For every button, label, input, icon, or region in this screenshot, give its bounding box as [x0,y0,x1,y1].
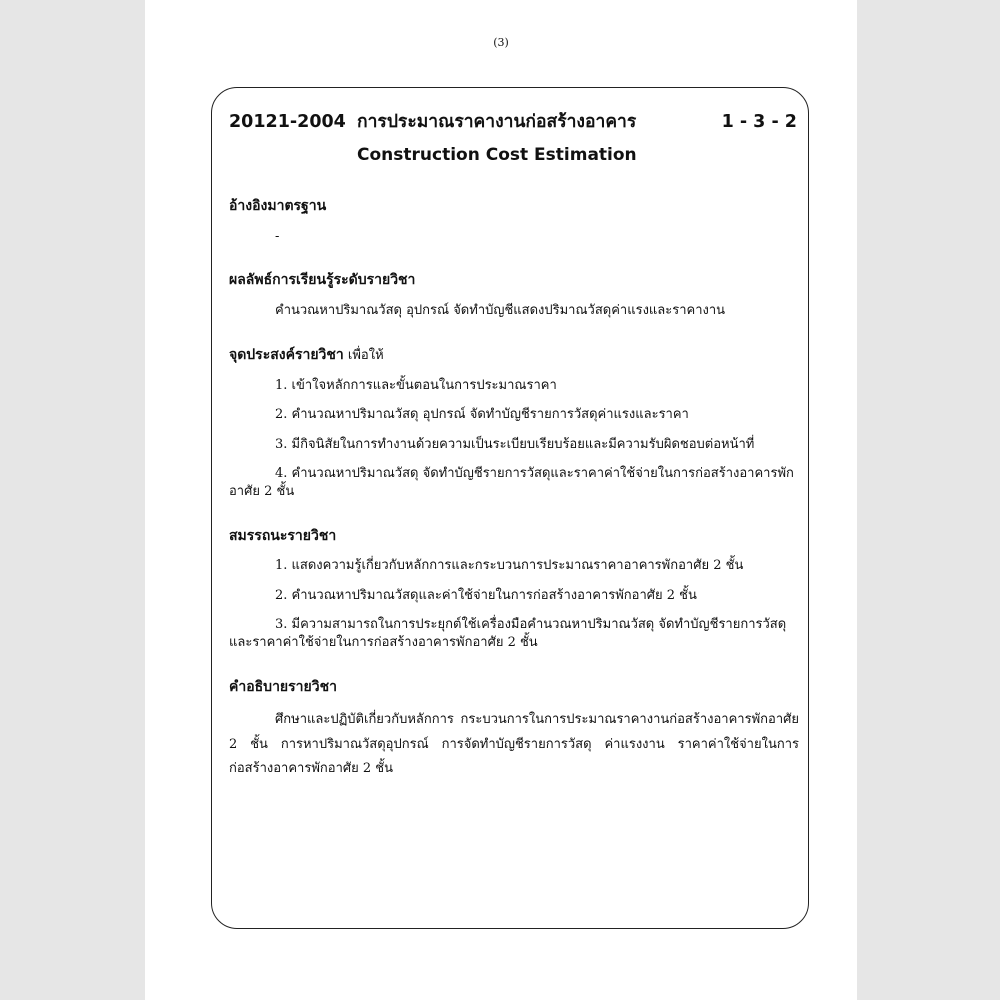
objectives-heading-text: จุดประสงค์รายวิชา [229,346,344,363]
competencies-section [229,527,799,652]
course-content [229,111,799,781]
reference-body: - [275,228,280,244]
outcome-body: คำนวณหาปริมาณวัสดุ อุปกรณ์ จัดทำบัญชีแสดงปริมาณวัสดุค่าแรงและราคางาน [275,303,726,319]
reference-section [229,197,799,245]
page-number: (3) [493,36,509,49]
objective-item: 4. คำนวณหาปริมาณวัสดุ จัดทำบัญชีรายการวัสดุและราคาค่าใช้จ่ายในการก่อสร้างอาคารพักอาศัย 2 ชั้น [229,466,794,499]
description-body: ศึกษาและปฏิบัติเกี่ยวกับหลักการ กระบวนการในการประมาณราคางานก่อสร้างอาคารพักอาศัย 2 ชั้น การหาปริมาณวัสดุอุปกรณ์ การจัดทำบัญชีรายการวัสดุ ค่าแรงงาน ราคาค่าใช้จ่ายในการก่อสร้างอาคารพักอาศัย 2 ชั้น [229,712,799,776]
objective-item: 1. เข้าใจหลักการและขั้นตอนในการประมาณราคา [275,377,557,393]
section-heading-description: คำอธิบายรายวิชา [229,678,337,695]
objectives-heading-suffix: เพื่อให้ [343,347,384,363]
objective-item: 3. มีกิจนิสัยในการทำงานด้วยความเป็นระเบียบเรียบร้อยและมีความรับผิดชอบต่อหน้าที่ [275,436,755,452]
competency-item: 2. คำนวณหาปริมาณวัสดุและค่าใช้จ่ายในการก่อสร้างอาคารพักอาศัย 2 ชั้น [275,587,697,603]
objective-item: 2. คำนวณหาปริมาณวัสดุ อุปกรณ์ จัดทำบัญชีรายการวัสดุค่าแรงและราคา [275,407,689,423]
course-title-thai: การประมาณราคางานก่อสร้างอาคาร [357,112,637,132]
section-heading-outcome: ผลลัพธ์การเรียนรู้ระดับรายวิชา [229,272,416,289]
document-page [145,0,857,1000]
course-credits: 1 - 3 - 2 [721,112,797,132]
course-code: 20121-2004 [229,112,346,132]
description-section [229,678,799,781]
course-title-english: Construction Cost Estimation [357,145,637,165]
competency-item: 1. แสดงความรู้เกี่ยวกับหลักการและกระบวนการประมาณราคาอาคารพักอาศัย 2 ชั้น [275,558,744,574]
competency-item: 3. มีความสามารถในการประยุกต์ใช้เครื่องมือคำนวณหาปริมาณวัสดุ จัดทำบัญชีรายการวัสดุและราคาค่าใช้จ่ายในการก่อสร้างอาคารพักอาศัย 2 ชั้น [229,617,787,651]
course-header [229,111,799,173]
section-heading-competencies: สมรรถนะรายวิชา [229,527,337,544]
outcome-section [229,271,799,319]
objectives-section [229,346,799,501]
section-heading-objectives [229,346,799,365]
section-heading-reference: อ้างอิงมาตรฐาน [229,198,327,214]
